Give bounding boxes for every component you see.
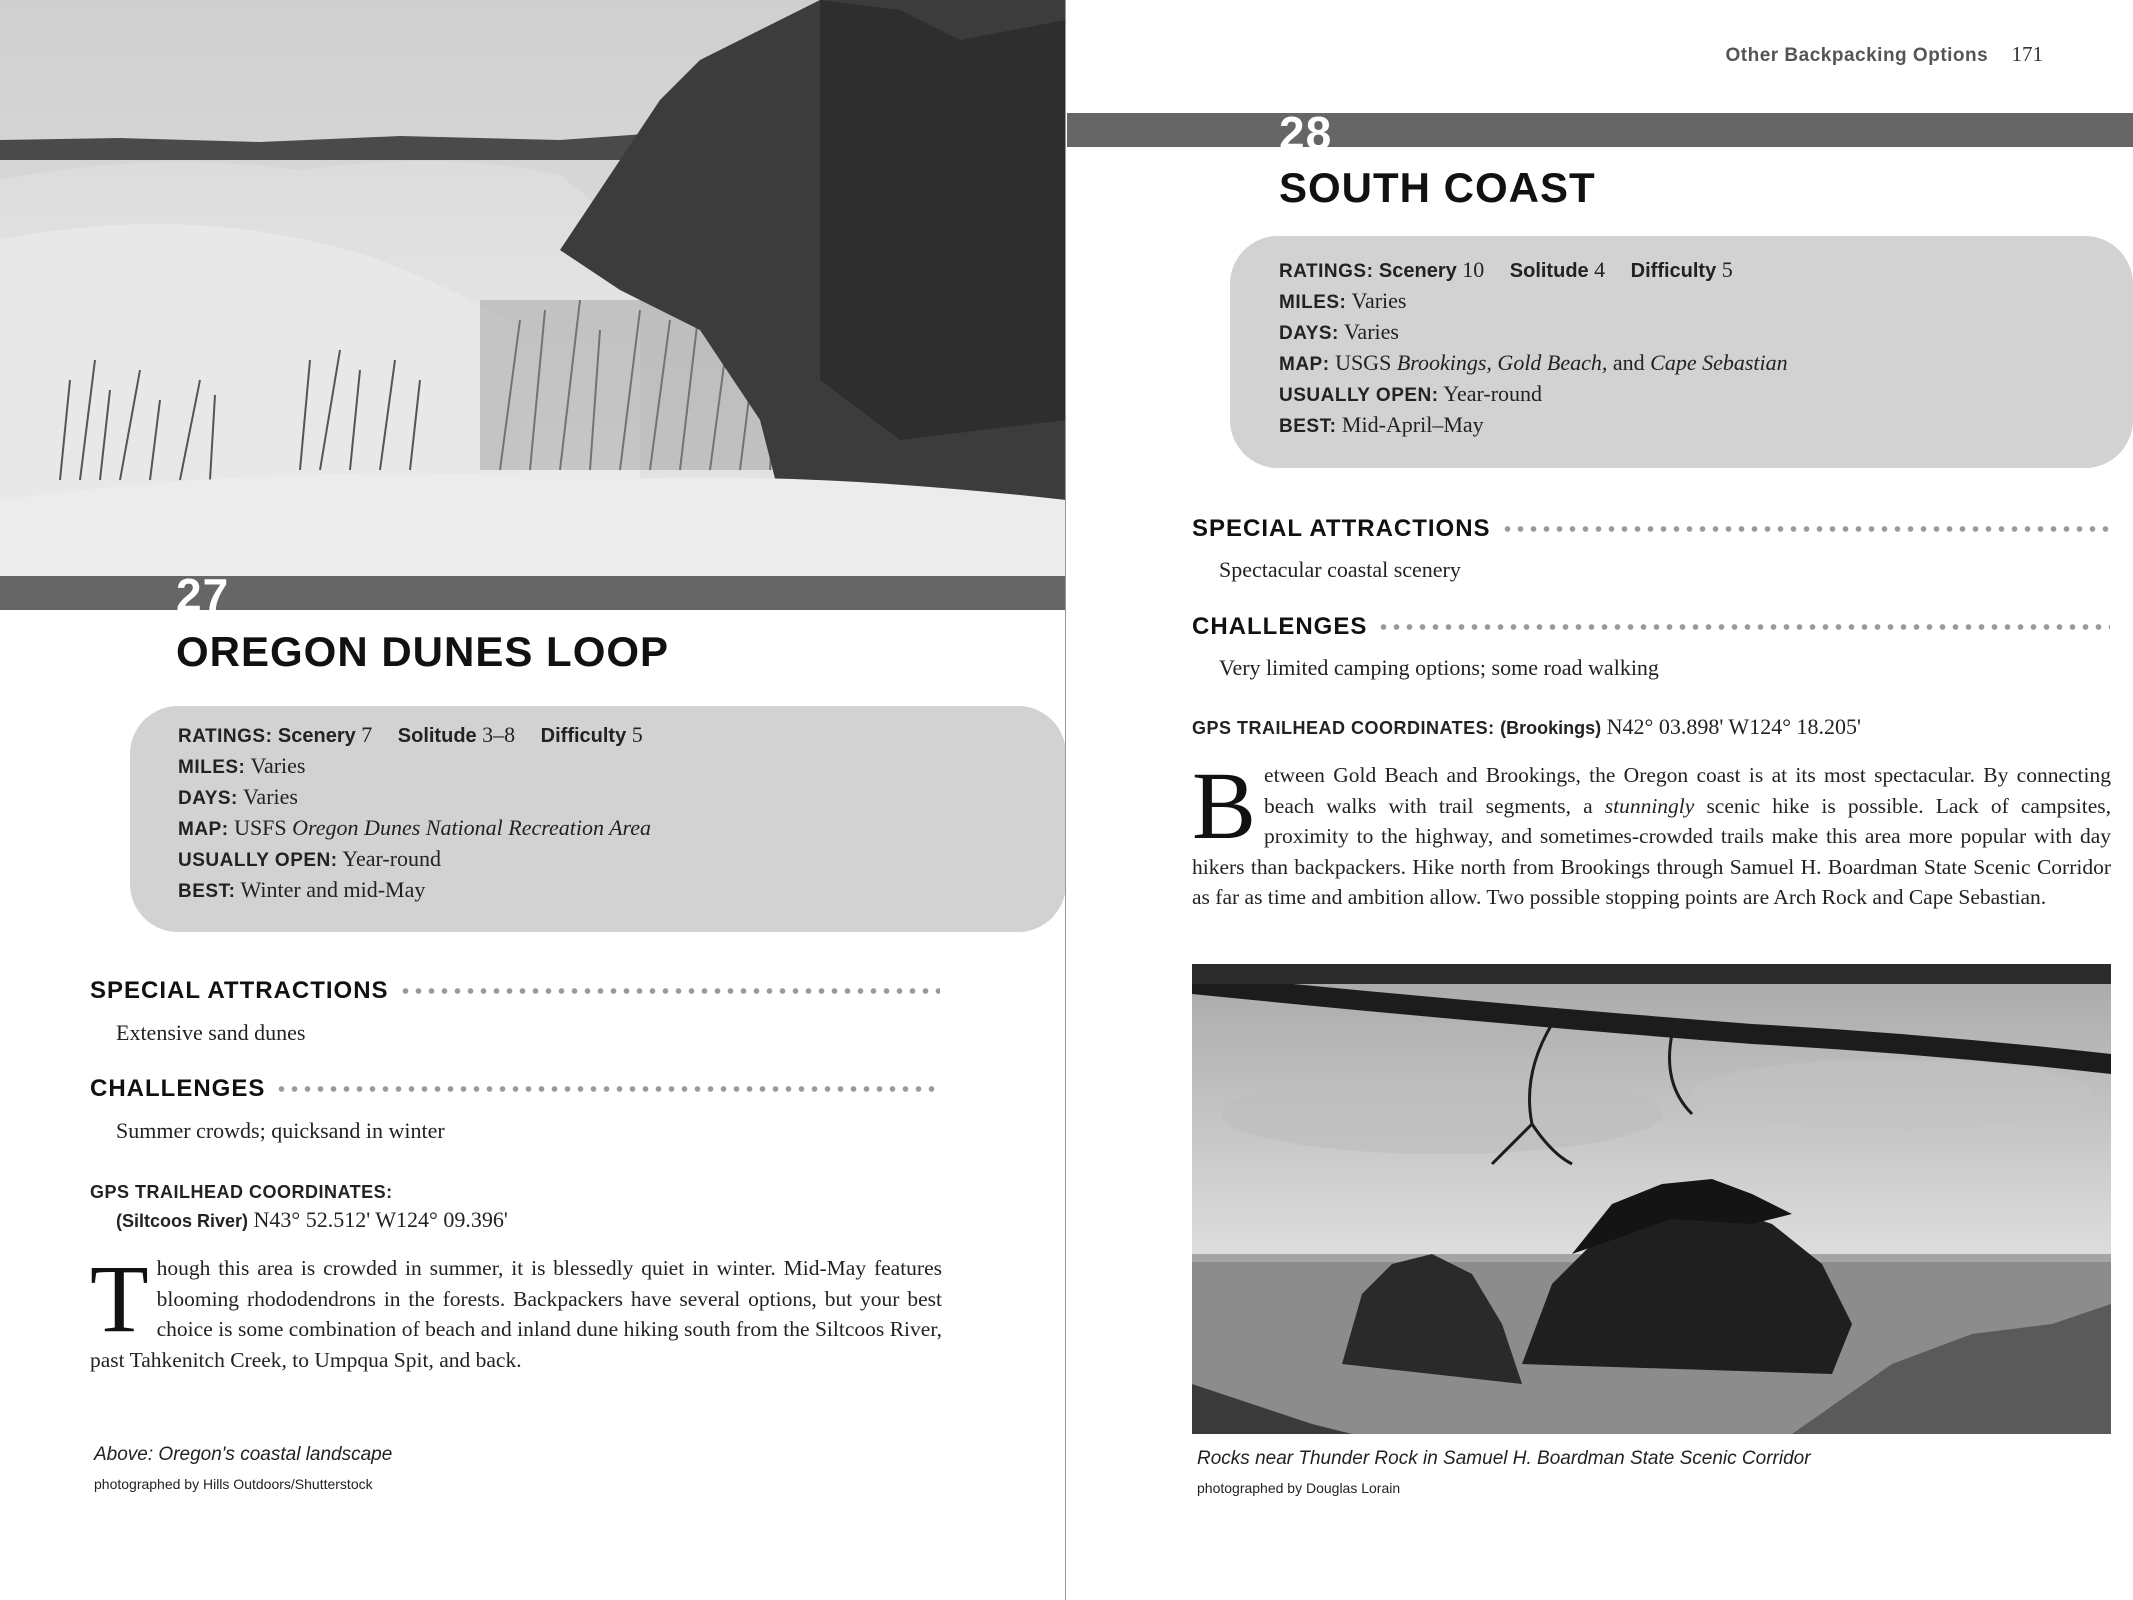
difficulty-label: Difficulty — [540, 725, 627, 747]
map-prefix: USGS — [1335, 350, 1392, 375]
open-value: Year-round — [1443, 381, 1543, 406]
days-row — [178, 784, 298, 810]
scenery-value: 10 — [1462, 257, 1485, 282]
scenery-label: Scenery — [277, 725, 356, 747]
trail-number-bar — [1067, 113, 2133, 147]
photo-caption: Rocks near Thunder Rock in Samuel H. Boardman State Scenic Corridor — [1197, 1448, 1811, 1469]
trail-title: OREGON DUNES LOOP — [176, 628, 670, 675]
map-value-2: Cape Sebastian — [1650, 350, 1788, 375]
map-label: MAP: — [178, 819, 229, 840]
open-label: USUALLY OPEN: — [1279, 385, 1439, 406]
special-attractions-text: Spectacular coastal scenery — [1219, 557, 1461, 582]
days-row — [1279, 319, 1399, 345]
days-value: Varies — [242, 784, 298, 809]
dotted-leader — [1501, 526, 2110, 532]
trail-number-bar — [0, 576, 1066, 610]
dotted-leader — [1377, 624, 2110, 630]
challenges-heading — [90, 1075, 940, 1103]
gps-label: GPS TRAILHEAD COORDINATES: — [1192, 718, 1495, 738]
drop-cap: B — [1192, 752, 1257, 859]
solitude-label: Solitude — [1509, 260, 1589, 282]
open-label: USUALLY OPEN: — [178, 850, 338, 871]
gps-line — [1192, 714, 1861, 740]
map-value-1: Brookings, Gold Beach, — [1396, 350, 1608, 375]
map-label: MAP: — [1279, 354, 1330, 375]
map-value: Oregon Dunes National Recreation Area — [292, 815, 652, 840]
running-head — [1725, 42, 2043, 67]
photo-credit: photographed by Hills Outdoors/Shutterstock — [94, 1476, 373, 1492]
special-attractions-heading — [90, 977, 940, 1005]
special-attractions-text: Extensive sand dunes — [116, 1020, 306, 1045]
page-number: 171 — [2011, 42, 2043, 66]
challenges-title: CHALLENGES — [1192, 613, 1368, 640]
gps-coords: N43° 52.512' W124° 09.396' — [253, 1207, 508, 1232]
miles-value: Varies — [250, 753, 306, 778]
miles-label: MILES: — [1279, 292, 1347, 313]
special-attractions-title: SPECIAL ATTRACTIONS — [1192, 515, 1491, 542]
difficulty-value: 5 — [1721, 257, 1733, 282]
best-value: Mid-April–May — [1341, 412, 1484, 437]
gps-label: GPS TRAILHEAD COORDINATES: — [90, 1182, 393, 1202]
challenges-heading — [1192, 613, 2110, 641]
body-paragraph: Between Gold Beach and Brookings, the Oregon coast is at its most spectacular. By connecting beach walks with trail segments, a stunningly scenic hike is possible. Lack of campsites, proximity to the highway, and sometimes-crowded trails make this area more popular with day hikers than backpackers. Hike north from Brookings through Samuel H. Boardman State Scenic Corridor as far as time and ambition allow. Two possible stopping points are Arch Rock and Cape Sebastian. — [1192, 752, 2112, 909]
scenery-value: 7 — [361, 722, 373, 747]
map-and: and — [1612, 350, 1645, 375]
left-page — [0, 0, 1066, 1600]
special-attractions-title: SPECIAL ATTRACTIONS — [90, 977, 389, 1004]
solitude-label: Solitude — [397, 725, 477, 747]
difficulty-value: 5 — [631, 722, 643, 747]
gps-location: (Siltcoos River) — [116, 1211, 249, 1231]
open-value: Year-round — [342, 846, 442, 871]
dotted-leader — [275, 1086, 940, 1092]
difficulty-label: Difficulty — [1630, 260, 1717, 282]
trail-number: 28 — [1279, 107, 1333, 159]
dotted-leader — [399, 988, 940, 994]
scenery-label: Scenery — [1378, 260, 1457, 282]
miles-label: MILES: — [178, 757, 246, 778]
best-label: BEST: — [1279, 416, 1337, 437]
photo-credit: photographed by Douglas Lorain — [1197, 1480, 1401, 1496]
gps-coords: N42° 03.898' W124° 18.205' — [1606, 714, 1861, 739]
best-label: BEST: — [178, 881, 236, 902]
challenges-text: Very limited camping options; some road walking — [1219, 655, 1659, 680]
days-value: Varies — [1343, 319, 1399, 344]
running-head-title: Other Backpacking Options — [1725, 45, 1989, 66]
map-row — [178, 815, 651, 841]
solitude-value: 4 — [1594, 257, 1606, 282]
ratings-label: RATINGS: — [178, 726, 273, 747]
map-prefix: USFS — [234, 815, 287, 840]
trail-number: 27 — [176, 569, 230, 621]
challenges-text: Summer crowds; quicksand in winter — [116, 1118, 445, 1143]
best-row — [178, 877, 425, 903]
drop-cap: T — [90, 1245, 149, 1352]
miles-value: Varies — [1351, 288, 1407, 313]
ratings-label: RATINGS: — [1279, 261, 1374, 282]
miles-row — [178, 753, 305, 779]
special-attractions-heading — [1192, 515, 2110, 543]
trail-title: SOUTH COAST — [1279, 164, 1596, 211]
coast-photo — [1192, 964, 2111, 1434]
solitude-value: 3–8 — [482, 722, 516, 747]
best-row — [1279, 412, 1484, 438]
days-label: DAYS: — [1279, 323, 1339, 344]
best-value: Winter and mid-May — [240, 877, 426, 902]
gps-coordinates — [116, 1207, 508, 1233]
miles-row — [1279, 288, 1406, 314]
body-paragraph: Though this area is crowded in summer, it is blessedly quiet in winter. Mid-May features blooming rhododendrons in the forests. Backpackers have several options, but your best choice is some combination of beach and inland dune hiking south from the Siltcoos River, past Tahkenitch Creek, to Umpqua Spit, and back. — [90, 1245, 942, 1372]
dunes-photo — [0, 0, 1066, 576]
ratings-row — [178, 722, 643, 748]
open-row — [178, 846, 441, 872]
gps-location: (Brookings) — [1500, 718, 1602, 738]
days-label: DAYS: — [178, 788, 238, 809]
right-page — [1067, 0, 2133, 1600]
ratings-row — [1279, 257, 1733, 283]
challenges-title: CHALLENGES — [90, 1075, 266, 1102]
photo-caption: Above: Oregon's coastal landscape — [94, 1444, 393, 1465]
map-row — [1279, 350, 1788, 376]
open-row — [1279, 381, 1542, 407]
